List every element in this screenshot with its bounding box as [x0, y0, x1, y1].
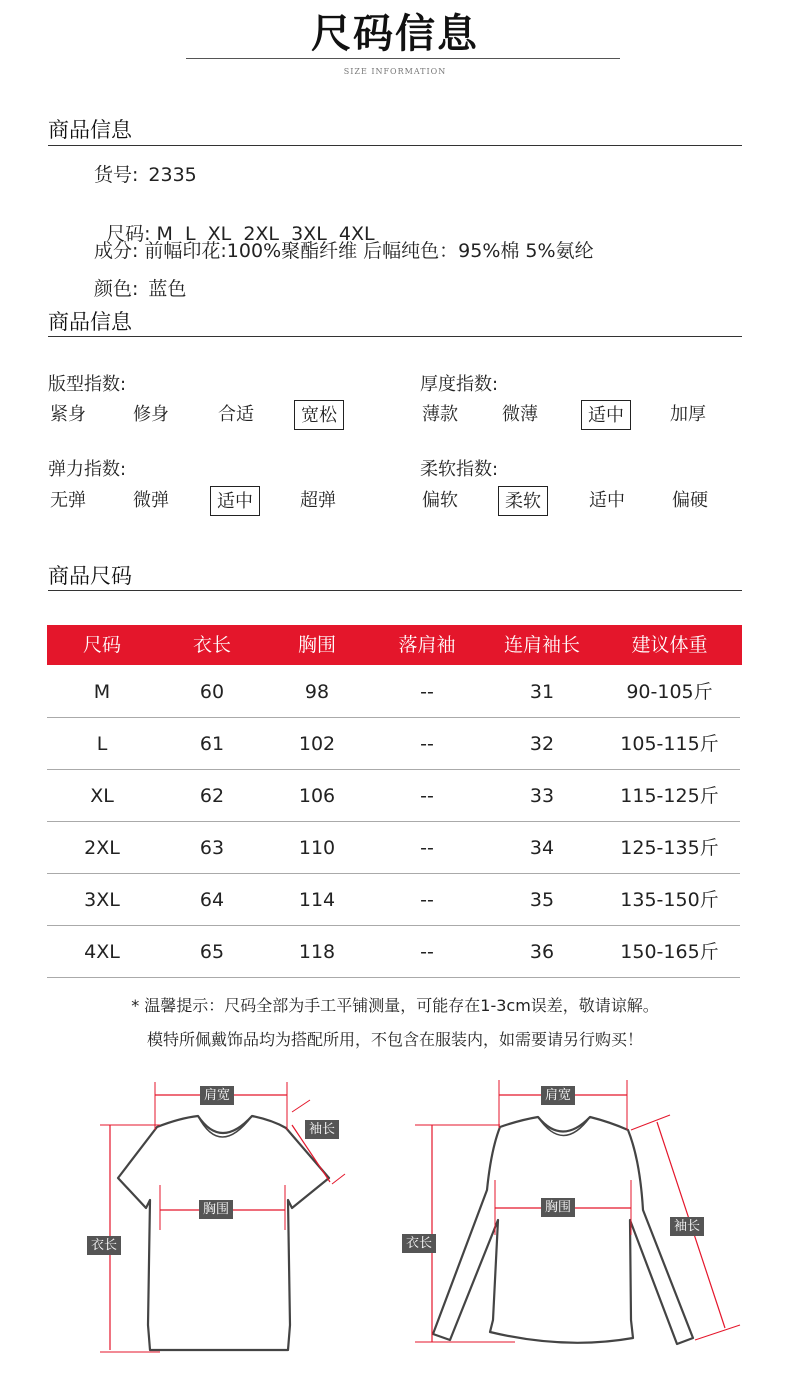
- index-title-elasticity: 弹力指数:: [48, 459, 127, 480]
- info-row-color: [94, 274, 186, 301]
- table-cell: --: [420, 941, 434, 963]
- info-value: 蓝色: [148, 278, 187, 300]
- table-cell: --: [420, 681, 434, 703]
- longsleeve-outline: [433, 1117, 693, 1344]
- index-option: 修身: [133, 404, 169, 425]
- section-divider: [48, 336, 742, 337]
- table-cell: --: [420, 837, 434, 859]
- tshirt-length-label: 衣长: [87, 1236, 121, 1255]
- measurement-note: * 温馨提示：尺码全部为手工平铺测量，可能存在1-3cm误差，敬请谅解。: [131, 996, 659, 1015]
- info-label: 颜色:: [94, 278, 139, 300]
- info-row-item-number: [94, 160, 197, 187]
- info-label: 尺码:: [106, 223, 151, 245]
- table-cell: L: [96, 733, 108, 755]
- table-cell: 106: [298, 785, 336, 807]
- table-cell: 150-165斤: [620, 941, 719, 963]
- index-option-selected: 宽松: [294, 400, 344, 430]
- table-row: [47, 771, 740, 822]
- info-value: 2335: [148, 164, 197, 186]
- index-option: 合适: [218, 404, 254, 425]
- table-row: [47, 927, 740, 978]
- table-cell: 35: [529, 889, 555, 911]
- table-cell: 63: [199, 837, 225, 859]
- table-cell: XL: [90, 785, 114, 807]
- tshirt-chest-label: 胸围: [199, 1200, 233, 1219]
- page-subtitle: SIZE INFORMATION: [343, 67, 447, 76]
- title-divider: [186, 58, 620, 59]
- longsleeve-sleeve-label: 袖长: [670, 1217, 704, 1236]
- table-cell: --: [420, 889, 434, 911]
- table-header-cell: 尺码: [82, 634, 121, 656]
- table-cell: 34: [529, 837, 555, 859]
- index-title-thickness: 厚度指数:: [420, 374, 499, 395]
- table-cell: 65: [199, 941, 225, 963]
- table-cell: 118: [298, 941, 336, 963]
- section-title-indices: 商品信息: [48, 310, 132, 334]
- table-cell: M: [93, 681, 111, 703]
- index-option: 微弹: [133, 490, 169, 511]
- tshirt-sleeve-label: 袖长: [305, 1120, 339, 1139]
- table-cell: 3XL: [84, 889, 120, 911]
- table-cell: 31: [529, 681, 555, 703]
- table-cell: 135-150斤: [620, 889, 719, 911]
- sleeve-tick: [695, 1325, 740, 1340]
- longsleeve-shoulder-label: 肩宽: [541, 1086, 575, 1105]
- table-cell: --: [420, 733, 434, 755]
- index-option: 薄款: [422, 404, 458, 425]
- table-cell: 114: [298, 889, 336, 911]
- index-option-selected: 柔软: [498, 486, 548, 516]
- section-divider: [48, 590, 742, 591]
- table-cell: 90-105斤: [626, 681, 713, 703]
- index-option-selected: 适中: [581, 400, 631, 430]
- table-cell: 115-125斤: [620, 785, 719, 807]
- tshirt-shoulder-label: 肩宽: [200, 1086, 234, 1105]
- table-cell: 61: [199, 733, 225, 755]
- info-value: M L XL 2XL 3XL 4XL: [156, 223, 375, 245]
- info-label: 货号:: [94, 164, 139, 186]
- longsleeve-neckline: [538, 1117, 590, 1136]
- index-option: 偏硬: [672, 490, 708, 511]
- index-option: 适中: [589, 490, 625, 511]
- index-option: 偏软: [422, 490, 458, 511]
- longsleeve-chest-label: 胸围: [541, 1198, 575, 1217]
- table-cell: 98: [304, 681, 330, 703]
- table-cell: 125-135斤: [620, 837, 719, 859]
- table-cell: 105-115斤: [620, 733, 719, 755]
- longsleeve-measurement-diagram: [395, 1070, 790, 1370]
- section-title-size-table: 商品尺码: [48, 564, 132, 588]
- table-header-cell: 胸围: [297, 634, 336, 656]
- table-cell: --: [420, 785, 434, 807]
- tshirt-measurement-diagram: [0, 1070, 395, 1370]
- table-cell: 62: [199, 785, 225, 807]
- info-label: 成分:: [94, 240, 139, 262]
- sleeve-tick: [292, 1100, 310, 1112]
- table-header-cell: 建议体重: [631, 634, 708, 656]
- longsleeve-length-label: 衣长: [402, 1234, 436, 1253]
- section-title-product-info: 商品信息: [48, 118, 132, 142]
- table-cell: 2XL: [84, 837, 120, 859]
- index-option-selected: 适中: [210, 486, 260, 516]
- table-cell: 60: [199, 681, 225, 703]
- table-header-cell: 落肩袖: [398, 634, 456, 656]
- table-cell: 64: [199, 889, 225, 911]
- table-cell: 110: [298, 837, 336, 859]
- table-cell: 32: [529, 733, 555, 755]
- table-cell: 33: [529, 785, 555, 807]
- section-divider: [48, 145, 742, 146]
- sleeve-tick: [631, 1115, 670, 1130]
- info-value: 前幅印花:100%聚酯纤维 后幅纯色：95%棉 5%氨纶: [144, 240, 594, 262]
- table-header-cell: 连肩袖长: [503, 634, 580, 656]
- table-cell: 36: [529, 941, 555, 963]
- index-title-softness: 柔软指数:: [420, 459, 499, 480]
- table-row: [47, 667, 740, 718]
- table-row: [47, 875, 740, 926]
- index-title-fit: 版型指数:: [48, 374, 127, 395]
- table-row: [47, 719, 740, 770]
- table-row: [47, 823, 740, 874]
- sleeve-tick: [332, 1174, 345, 1184]
- index-option: 加厚: [670, 404, 706, 425]
- table-cell: 102: [298, 733, 336, 755]
- size-table-header: [47, 625, 742, 665]
- info-row-composition: [94, 236, 594, 263]
- index-option: 无弹: [50, 490, 86, 511]
- index-option: 超弹: [300, 490, 336, 511]
- table-cell: 4XL: [84, 941, 120, 963]
- index-option: 微薄: [502, 404, 538, 425]
- page-title: 尺码信息: [311, 11, 479, 57]
- index-option: 紧身: [50, 404, 86, 425]
- table-header-cell: 衣长: [192, 634, 231, 656]
- accessory-note: 模特所佩戴饰品均为搭配所用，不包含在服装内，如需要请另行购买！: [146, 1030, 643, 1049]
- tshirt-outline: [118, 1116, 329, 1350]
